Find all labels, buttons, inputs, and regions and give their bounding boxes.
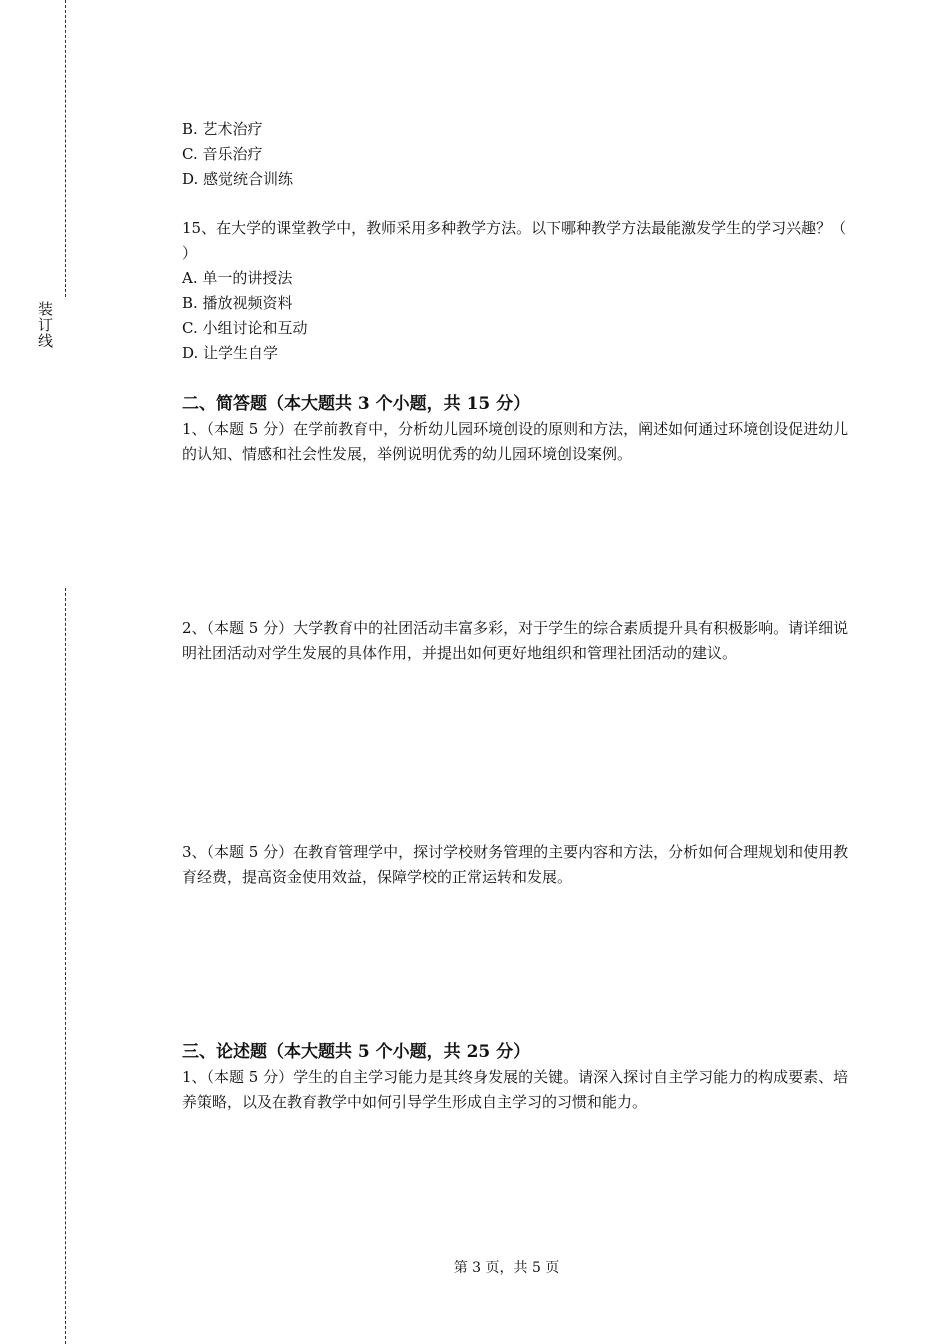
section-2-question-2: 2、（本题 5 分）大学教育中的社团活动丰富多彩，对于学生的综合素质提升具有积极影响。请详细说明社团活动对学生发展的具体作用，并提出如何更好地组织和管理社团活动的建议。 [182,619,849,662]
binding-line-label: 装订线 [36,301,54,349]
section-2-question-3: 3、（本题 5 分）在教育管理学中，探讨学校财务管理的主要内容和方法，分析如何合理规划和使用教育经费，提高资金使用效益，保障学校的正常运转和发展。 [182,843,849,886]
q15-option-d: D. 让学生自学 [182,344,279,362]
q14-option-b: B. 艺术治疗 [182,120,263,138]
section-2-question-1: 1、（本题 5 分）在学前教育中，分析幼儿园环境创设的原则和方法，阐述如何通过环境创设促进幼儿的认知、情感和社会性发展，举例说明优秀的幼儿园环境创设案例。 [182,420,849,463]
question-15 [182,216,852,366]
q15-stem: 15、在大学的课堂教学中，教师采用多种教学方法。以下哪种教学方法最能激发学生的学习兴趣？（ ） [182,219,847,262]
section-3-title: 三、论述题（本大题共 5 个小题，共 25 分） [182,1042,531,1062]
q14-option-c: C. 音乐治疗 [182,145,263,163]
q14-options [182,117,852,192]
binding-dashed-line-top [65,0,66,297]
section-3-question-1: 1、（本题 5 分）学生的自主学习能力是其终身发展的关键。请深入探讨自主学习能力的构成要素、培养策略，以及在教育教学中如何引导学生形成自主学习的习惯和能力。 [182,1068,849,1111]
binding-dashed-line-bottom [65,588,66,1344]
page-footer: 第 3 页，共 5 页 [453,1260,560,1276]
section-2-title: 二、简答题（本大题共 3 个小题，共 15 分） [182,394,531,414]
q14-option-d: D. 感觉统合训练 [182,170,294,188]
q15-option-c: C. 小组讨论和互动 [182,319,308,337]
q15-option-a: A. 单一的讲授法 [182,269,293,287]
q15-option-b: B. 播放视频资料 [182,294,293,312]
